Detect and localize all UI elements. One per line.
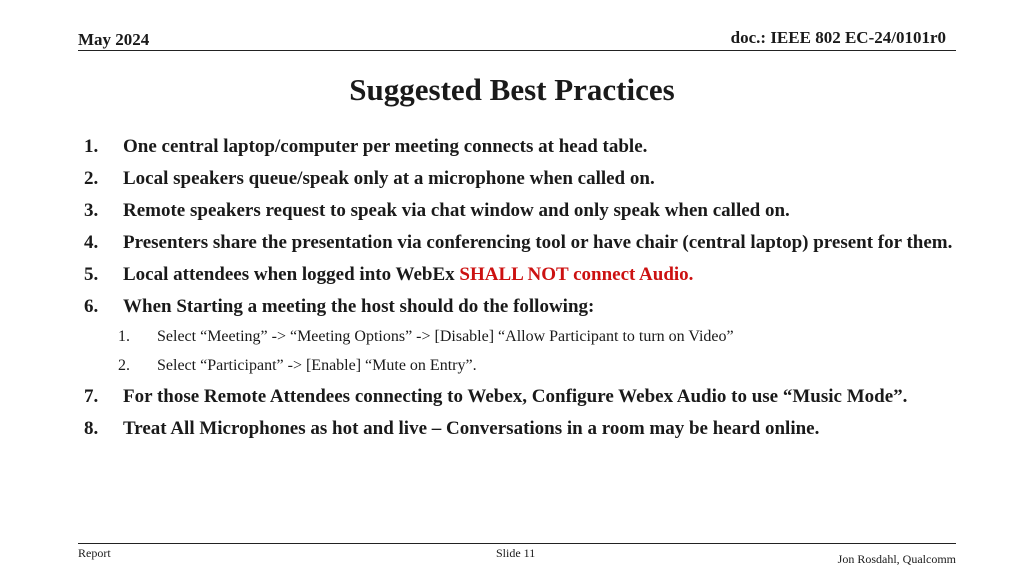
list-item bbox=[84, 166, 964, 192]
list-item bbox=[84, 384, 964, 410]
sub-list-item bbox=[118, 355, 964, 377]
item-text: Local speakers queue/speak only at a microphone when called on. bbox=[123, 168, 655, 189]
item-text: Remote speakers request to speak via chat window and only speak when called on. bbox=[123, 200, 790, 221]
list-item bbox=[84, 416, 964, 442]
item-number: 2. bbox=[84, 168, 99, 189]
list-item bbox=[84, 198, 964, 224]
item-number: 1. bbox=[84, 136, 99, 157]
footer-divider bbox=[78, 543, 956, 544]
item-number: 4. bbox=[84, 232, 99, 253]
header-date: May 2024 bbox=[78, 30, 150, 49]
item-text: For those Remote Attendees connecting to Webex, Configure Webex Audio to use “Music Mode”. bbox=[123, 386, 908, 407]
sub-item-text: Select “Participant” -> [Enable] “Mute on Entry”. bbox=[157, 357, 477, 374]
item-text: Local attendees when logged into WebEx bbox=[123, 264, 460, 285]
audio-warning-highlight: SHALL NOT connect Audio. bbox=[459, 264, 694, 285]
list-item bbox=[84, 262, 964, 288]
sub-item-number: 1. bbox=[118, 328, 130, 345]
item-number: 7. bbox=[84, 386, 99, 407]
item-text: When Starting a meeting the host should do the following: bbox=[123, 296, 595, 317]
item-text: Presenters share the presentation via conferencing tool or have chair (central laptop) present for them. bbox=[123, 232, 953, 253]
list-item bbox=[84, 134, 964, 160]
best-practices-list bbox=[84, 134, 964, 448]
sub-item-number: 2. bbox=[118, 357, 130, 374]
slide-title: Suggested Best Practices bbox=[349, 72, 675, 107]
list-item bbox=[84, 294, 964, 320]
item-number: 3. bbox=[84, 200, 99, 221]
header-doc-id: doc.: IEEE 802 EC-24/0101r0 bbox=[730, 28, 946, 47]
item-text-container bbox=[123, 262, 964, 288]
item-text: One central laptop/computer per meeting connects at head table. bbox=[123, 136, 648, 157]
sub-item-text: Select “Meeting” -> “Meeting Options” -> [Disable] “Allow Participant to turn on Video” bbox=[157, 328, 734, 345]
sub-list-item bbox=[118, 326, 964, 348]
list-item bbox=[84, 230, 964, 256]
item-text: Treat All Microphones as hot and live – Conversations in a room may be heard online. bbox=[123, 418, 820, 439]
footer-report-label: Report bbox=[78, 546, 111, 560]
item-number: 8. bbox=[84, 418, 99, 439]
header-divider bbox=[78, 50, 956, 51]
footer-author: Jon Rosdahl, Qualcomm bbox=[837, 552, 956, 566]
item-number: 6. bbox=[84, 296, 99, 317]
item-number: 5. bbox=[84, 264, 99, 285]
footer-slide-number: Slide 11 bbox=[496, 546, 536, 560]
